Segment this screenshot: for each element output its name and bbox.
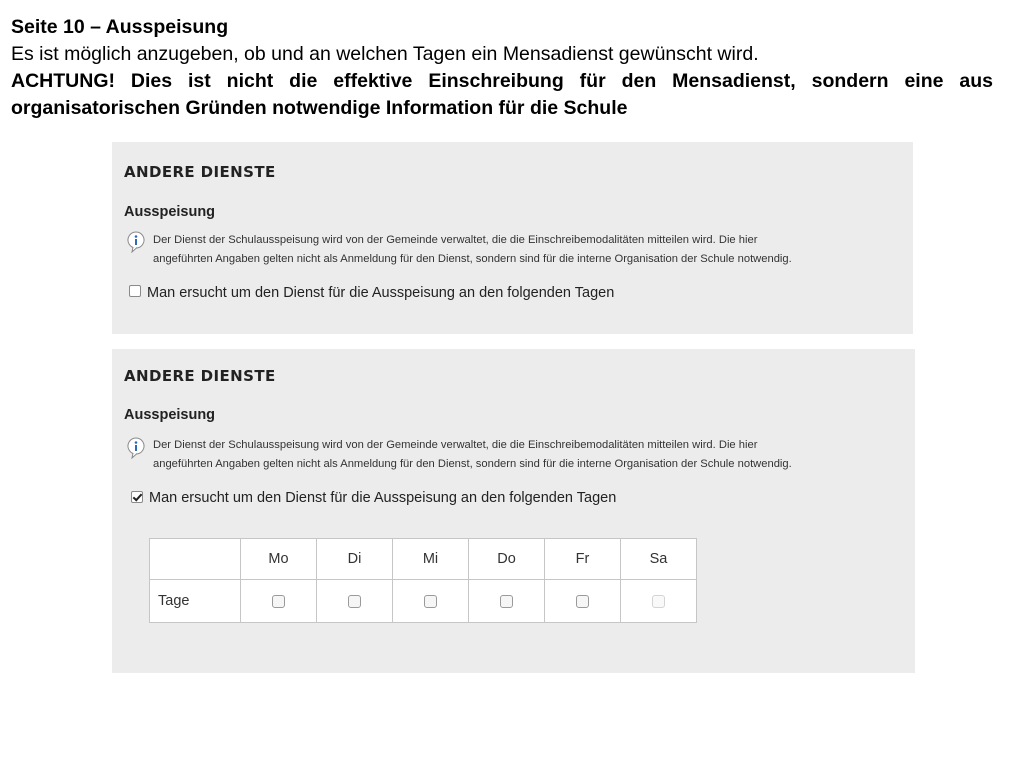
other-services-panel-checked: [112, 349, 915, 673]
day-cell-do: [469, 580, 545, 623]
info-text: [153, 231, 903, 269]
meal-service-checkbox-label[interactable]: Man ersucht um den Dienst für die Ausspeisung an den folgenden Tagen: [149, 490, 617, 506]
day-header: Do: [469, 539, 545, 580]
intro-text: Es ist möglich anzugeben, ob und an welchen Tagen ein Mensadienst gewünscht wird.: [11, 43, 759, 65]
day-checkbox-di[interactable]: [348, 595, 361, 608]
info-line: angeführten Angaben gelten nicht als Anmeldung für den Dienst, sondern sind für die interne Organisation der Schule notwendig.: [153, 458, 792, 470]
warning-text: ACHTUNG! Dies ist nicht die effektive Einschreibung für den Mensadienst, sondern eine aus organisatorischen Gründen notwendige Information für die Schule: [11, 70, 993, 119]
meal-service-checkbox[interactable]: [129, 285, 141, 297]
day-header: Mi: [393, 539, 469, 580]
day-checkbox-do[interactable]: [500, 595, 513, 608]
day-checkbox-mo[interactable]: [272, 595, 285, 608]
day-checkbox-sa-disabled: [652, 595, 665, 608]
subsection-heading: Ausspeisung: [124, 407, 216, 423]
page-title: Seite 10 – Ausspeisung: [11, 16, 229, 38]
day-cell-sa: [621, 580, 697, 623]
table-corner-cell: [150, 539, 241, 580]
days-table: [149, 538, 697, 623]
day-cell-di: [317, 580, 393, 623]
day-header: Fr: [545, 539, 621, 580]
section-heading: ANDERE DIENSTE: [124, 367, 276, 385]
info-text: [153, 436, 903, 474]
table-row: [150, 580, 697, 623]
other-services-panel-unchecked: [112, 142, 913, 334]
day-header: Sa: [621, 539, 697, 580]
day-checkbox-fr[interactable]: [576, 595, 589, 608]
day-checkbox-mi[interactable]: [424, 595, 437, 608]
days-header-row: [150, 539, 697, 580]
day-cell-mi: [393, 580, 469, 623]
info-line: angeführten Angaben gelten nicht als Anmeldung für den Dienst, sondern sind für die interne Organisation der Schule notwendig.: [153, 253, 792, 265]
row-label: Tage: [150, 580, 241, 623]
day-cell-mo: [241, 580, 317, 623]
day-header: Mo: [241, 539, 317, 580]
info-icon: [127, 231, 145, 253]
subsection-heading: Ausspeisung: [124, 204, 216, 220]
info-line: Der Dienst der Schulausspeisung wird von der Gemeinde verwaltet, die die Einschreibemodalitäten mitteilen wird. Die hier: [153, 234, 758, 246]
day-cell-fr: [545, 580, 621, 623]
meal-service-checkbox-label[interactable]: Man ersucht um den Dienst für die Ausspeisung an den folgenden Tagen: [147, 285, 615, 301]
info-line: Der Dienst der Schulausspeisung wird von der Gemeinde verwaltet, die die Einschreibemodalitäten mitteilen wird. Die hier: [153, 439, 758, 451]
instructions: [11, 14, 993, 122]
day-header: Di: [317, 539, 393, 580]
section-heading: ANDERE DIENSTE: [124, 163, 276, 181]
info-icon: [127, 437, 145, 459]
meal-service-checkbox[interactable]: [131, 491, 143, 503]
